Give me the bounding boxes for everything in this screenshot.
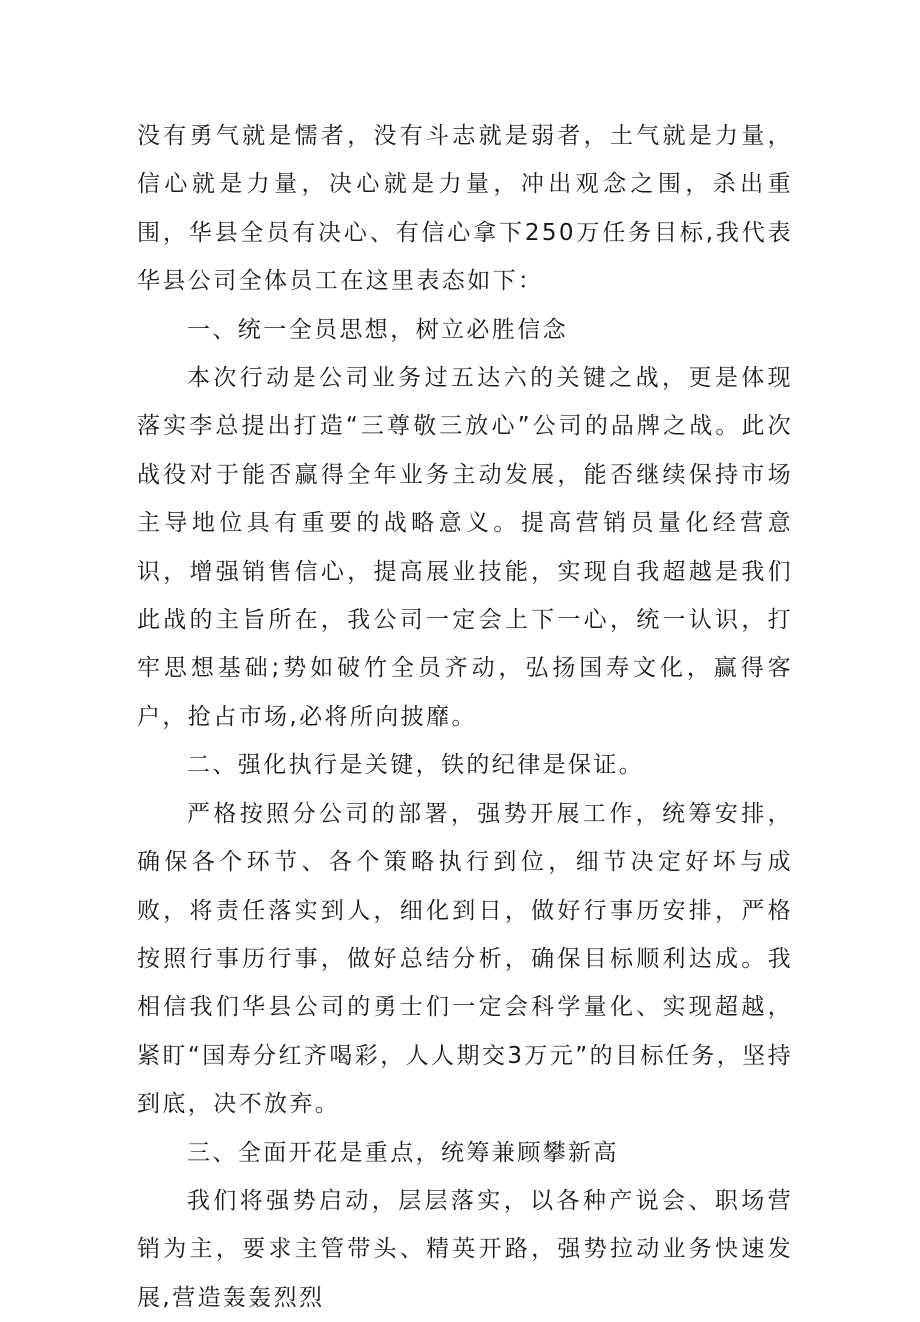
paragraph-section-3: 我们将强势启动，层层落实，以各种产说会、职场营销为主，要求主管带头、精英开路，强势拉动业务快速发展,营造轰轰烈烈 [137,1187,793,1311]
paragraph-section-1: 本次行动是公司业务过五达六的关键之战，更是体现落实李总提出打造“三尊敬三放心”公司的品牌之战。此次战役对于能否赢得全年业务主动发展，能否继续保持市场主导地位具有重要的战略意义。提高营销员量化经营意识，增强销售信心，提高展业技能，实现自我超越是我们此战的主旨所在，我公司一定会上下一心，统一认识，打牢思想基础;势如破竹全员齐动，弘扬国寿文化，赢得客户，抢占市场,必将所向披靡。 [137,365,793,730]
paragraph-intro: 没有勇气就是懦者，没有斗志就是弱者，土气就是力量，信心就是力量，决心就是力量，冲出观念之围，杀出重围，华县全员有决心、有信心拿下250万任务目标,我代表华县公司全体员工在这里表态如下： [137,123,793,295]
paragraph-section-2: 严格按照分公司的部署，强势开展工作，统筹安排，确保各个环节、各个策略执行到位，细节决定好坏与成败，将责任落实到人，细化到日，做好行事历安排，严格按照行事历行事，做好总结分析，确保目标顺利达成。我相信我们华县公司的勇士们一定会科学量化、实现超越，紧盯“国寿分红齐喝彩，人人期交3万元”的目标任务，坚持到底，决不放弃。 [137,800,793,1118]
section-heading-1: 一、统一全员思想，树立必胜信念 [187,316,568,343]
section-heading-2: 二、强化执行是关键，铁的纪律是保证。 [187,752,645,779]
document-body [137,112,793,1322]
section-heading-3: 三、全面开花是重点，统筹兼顾攀新高 [187,1139,619,1166]
